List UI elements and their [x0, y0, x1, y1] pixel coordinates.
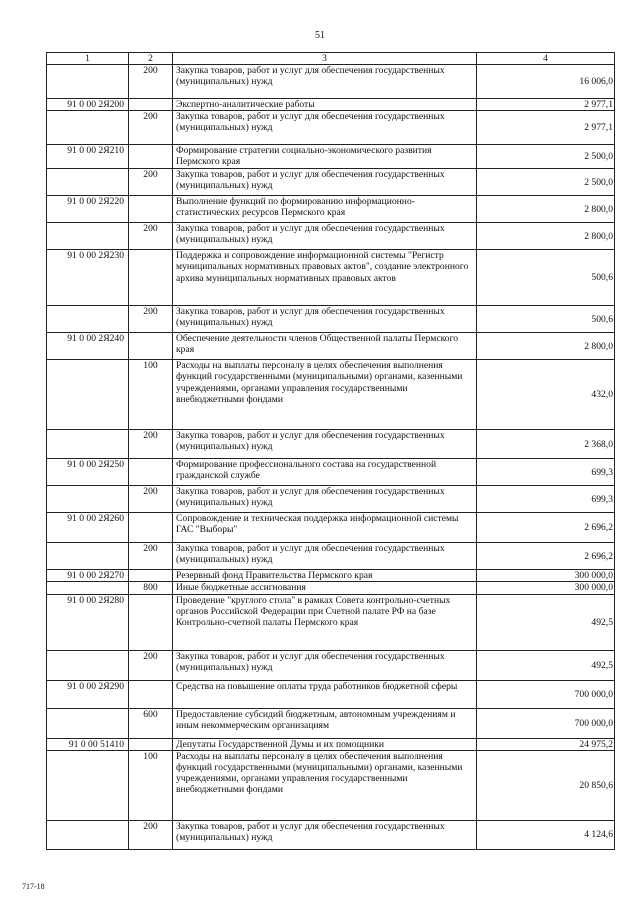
cell-amount: 20 850,6 — [477, 750, 615, 820]
budget-table-container — [46, 52, 614, 850]
cell-name: Формирование профессионального состава на государственной гражданской службе — [173, 459, 477, 486]
cell-amount: 492,5 — [477, 650, 615, 680]
column-header-4: 4 — [477, 53, 615, 65]
table-row — [47, 513, 615, 543]
cell-code: 91 0 00 2Я240 — [47, 333, 129, 360]
cell-amount: 2 977,1 — [477, 111, 615, 145]
cell-amount: 2 696,2 — [477, 513, 615, 543]
table-row — [47, 486, 615, 513]
cell-type — [129, 459, 173, 486]
cell-amount: 2 800,0 — [477, 333, 615, 360]
cell-name: Депутаты Государственной Думы и их помощники — [173, 738, 477, 750]
cell-amount: 16 006,0 — [477, 65, 615, 99]
cell-name: Проведение "круглого стола" в рамках Совета контрольно-счетных органов Российской Федерации при Счетной палате РФ на базе Контрольно-счетной палаты Пермского края — [173, 594, 477, 650]
table-row — [47, 708, 615, 738]
cell-amount: 700 000,0 — [477, 680, 615, 708]
cell-amount: 500,6 — [477, 250, 615, 306]
cell-amount: 4 124,6 — [477, 820, 615, 849]
cell-amount: 2 368,0 — [477, 430, 615, 459]
cell-code — [47, 306, 129, 333]
cell-amount: 2 500,0 — [477, 169, 615, 196]
cell-type: 200 — [129, 650, 173, 680]
cell-code — [47, 486, 129, 513]
cell-amount: 500,6 — [477, 306, 615, 333]
table-row — [47, 680, 615, 708]
cell-amount: 700 000,0 — [477, 708, 615, 738]
table-row — [47, 65, 615, 99]
column-header-1: 1 — [47, 53, 129, 65]
table-row — [47, 111, 615, 145]
cell-name: Закупка товаров, работ и услуг для обеспечения государственных (муниципальных) нужд — [173, 650, 477, 680]
table-row — [47, 543, 615, 570]
table-row — [47, 430, 615, 459]
table-body — [47, 65, 615, 850]
cell-code — [47, 111, 129, 145]
table-row — [47, 459, 615, 486]
cell-code — [47, 650, 129, 680]
table-row — [47, 145, 615, 169]
cell-name: Формирование стратегии социально-экономического развития Пермского края — [173, 145, 477, 169]
cell-type — [129, 99, 173, 111]
cell-type: 600 — [129, 708, 173, 738]
cell-code: 91 0 00 2Я210 — [47, 145, 129, 169]
cell-code — [47, 750, 129, 820]
cell-type — [129, 513, 173, 543]
cell-name: Закупка товаров, работ и услуг для обеспечения государственных (муниципальных) нужд — [173, 543, 477, 570]
cell-type — [129, 738, 173, 750]
cell-name: Обеспечение деятельности членов Общественной палаты Пермского края — [173, 333, 477, 360]
cell-name: Закупка товаров, работ и услуг для обеспечения государственных (муниципальных) нужд — [173, 111, 477, 145]
cell-type — [129, 570, 173, 582]
cell-amount: 2 977,1 — [477, 99, 615, 111]
cell-code: 91 0 00 2Я270 — [47, 570, 129, 582]
table-row — [47, 570, 615, 582]
cell-type: 100 — [129, 750, 173, 820]
cell-code: 91 0 00 2Я230 — [47, 250, 129, 306]
cell-code — [47, 65, 129, 99]
cell-name: Выполнение функций по формированию информационно-статистических ресурсов Пермского края — [173, 196, 477, 223]
cell-code — [47, 543, 129, 570]
cell-name: Закупка товаров, работ и услуг для обеспечения государственных (муниципальных) нужд — [173, 223, 477, 250]
cell-type: 200 — [129, 543, 173, 570]
table-row — [47, 250, 615, 306]
cell-code — [47, 708, 129, 738]
cell-code — [47, 360, 129, 430]
cell-type: 100 — [129, 360, 173, 430]
header-row — [47, 53, 615, 65]
cell-type — [129, 250, 173, 306]
cell-amount: 2 500,0 — [477, 145, 615, 169]
cell-amount: 2 800,0 — [477, 196, 615, 223]
table-row — [47, 820, 615, 849]
cell-name: Расходы на выплаты персоналу в целях обеспечения выполнения функций государственными (муниципальными) органами, казенными учреждениями, органами управления государственными внебюджетными фондами — [173, 360, 477, 430]
cell-name: Расходы на выплаты персоналу в целях обеспечения выполнения функций государственными (муниципальными) органами, казенными учреждениями, органами управления государственными внебюджетными фондами — [173, 750, 477, 820]
cell-type: 200 — [129, 306, 173, 333]
cell-name: Иные бюджетные ассигнования — [173, 582, 477, 594]
page-number: 51 — [315, 30, 325, 41]
cell-type: 200 — [129, 111, 173, 145]
cell-code: 91 0 00 2Я220 — [47, 196, 129, 223]
table-row — [47, 582, 615, 594]
footer-code: 717-18 — [22, 882, 45, 891]
table-row — [47, 333, 615, 360]
cell-code: 91 0 00 2Я250 — [47, 459, 129, 486]
budget-table — [46, 52, 615, 850]
cell-type: 200 — [129, 486, 173, 513]
table-row — [47, 738, 615, 750]
cell-code — [47, 582, 129, 594]
cell-type: 200 — [129, 430, 173, 459]
table-row — [47, 360, 615, 430]
cell-amount: 300 000,0 — [477, 570, 615, 582]
cell-type: 200 — [129, 65, 173, 99]
cell-code: 91 0 00 2Я280 — [47, 594, 129, 650]
cell-name: Экспертно-аналитические работы — [173, 99, 477, 111]
cell-type — [129, 680, 173, 708]
cell-amount: 699,3 — [477, 486, 615, 513]
cell-code — [47, 430, 129, 459]
cell-amount: 492,5 — [477, 594, 615, 650]
column-header-2: 2 — [129, 53, 173, 65]
cell-amount: 432,0 — [477, 360, 615, 430]
cell-name: Поддержка и сопровождение информационной системы "Регистр муниципальных нормативных правовых актов", создание электронного архива муниципальных нормативных правовых актов — [173, 250, 477, 306]
cell-name: Закупка товаров, работ и услуг для обеспечения государственных (муниципальных) нужд — [173, 820, 477, 849]
cell-name: Закупка товаров, работ и услуг для обеспечения государственных (муниципальных) нужд — [173, 169, 477, 196]
cell-name: Закупка товаров, работ и услуг для обеспечения государственных (муниципальных) нужд — [173, 430, 477, 459]
cell-type — [129, 196, 173, 223]
cell-code — [47, 820, 129, 849]
cell-name: Закупка товаров, работ и услуг для обеспечения государственных (муниципальных) нужд — [173, 306, 477, 333]
table-row — [47, 306, 615, 333]
cell-amount: 699,3 — [477, 459, 615, 486]
table-row — [47, 650, 615, 680]
cell-type: 800 — [129, 582, 173, 594]
cell-code — [47, 223, 129, 250]
cell-type: 200 — [129, 169, 173, 196]
cell-name: Предоставление субсидий бюджетным, автономным учреждениям и иным некоммерческим организациям — [173, 708, 477, 738]
cell-amount: 24 975,2 — [477, 738, 615, 750]
cell-type: 200 — [129, 820, 173, 849]
cell-type: 200 — [129, 223, 173, 250]
cell-code: 91 0 00 2Я260 — [47, 513, 129, 543]
cell-amount: 2 696,2 — [477, 543, 615, 570]
cell-code: 91 0 00 2Я290 — [47, 680, 129, 708]
cell-name: Средства на повышение оплаты труда работников бюджетной сферы — [173, 680, 477, 708]
cell-code — [47, 169, 129, 196]
cell-code: 91 0 00 2Я200 — [47, 99, 129, 111]
table-row — [47, 99, 615, 111]
table-row — [47, 594, 615, 650]
cell-type — [129, 145, 173, 169]
table-row — [47, 169, 615, 196]
cell-name: Закупка товаров, работ и услуг для обеспечения государственных (муниципальных) нужд — [173, 65, 477, 99]
table-row — [47, 750, 615, 820]
table-row — [47, 223, 615, 250]
column-header-3: 3 — [173, 53, 477, 65]
cell-type — [129, 594, 173, 650]
cell-name: Сопровождение и техническая поддержка информационной системы ГАС "Выборы" — [173, 513, 477, 543]
cell-amount: 2 800,0 — [477, 223, 615, 250]
cell-amount: 300 000,0 — [477, 582, 615, 594]
cell-name: Закупка товаров, работ и услуг для обеспечения государственных (муниципальных) нужд — [173, 486, 477, 513]
cell-code: 91 0 00 51410 — [47, 738, 129, 750]
cell-type — [129, 333, 173, 360]
cell-name: Резервный фонд Правительства Пермского края — [173, 570, 477, 582]
table-row — [47, 196, 615, 223]
